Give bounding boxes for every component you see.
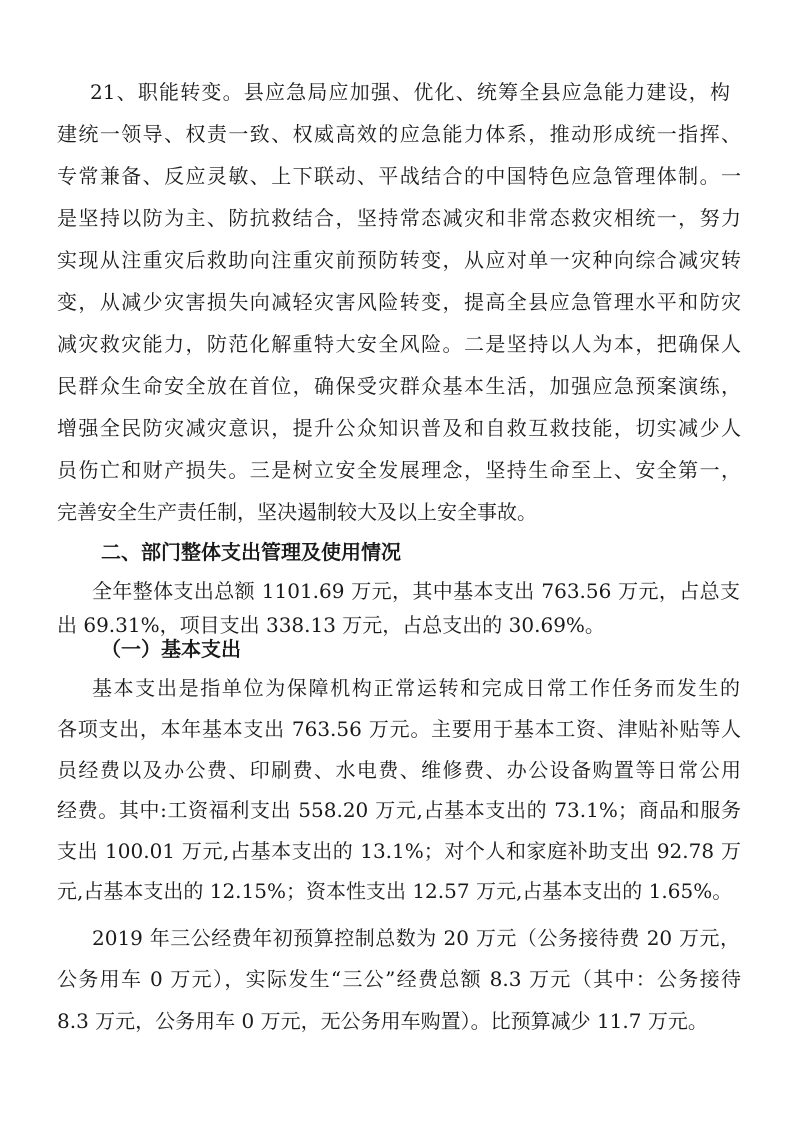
paragraph-1-line-9: 增强全民防灾减灾意识，提升公众知识普及和自救互救技能，切实减少人 <box>57 416 741 440</box>
paragraph-1-line-11: 完善安全生产责任制，坚决遏制较大及以上安全事故。 <box>57 500 537 524</box>
paragraph-3-line-5: 支出 100.01 万元,占基本支出的 13.1%；对个人和家庭补助支出 92.78 万 <box>57 839 741 863</box>
paragraph-2-line-1: 全年整体支出总额 1101.69 万元，其中基本支出 763.56 万元，占总支 <box>92 579 740 603</box>
paragraph-4-line-3: 8.3 万元，公务用车 0 万元，无公务用车购置）。比预算减少 11.7 万元。 <box>57 1009 708 1033</box>
paragraph-3-line-1: 基本支出是指单位为保障机构正常运转和完成日常工作任务而发生的 <box>92 676 740 700</box>
paragraph-1-line-4: 是坚持以防为主、防抗救结合，坚持常态减灾和非常态救灾相统一，努力 <box>57 206 741 230</box>
paragraph-3-line-4: 经费。其中:工资福利支出 558.20 万元,占基本支出的 73.1%；商品和服务 <box>57 798 741 822</box>
paragraph-1-line-1: 21、职能转变。县应急局应加强、优化、统筹全县应急能力建设，构 <box>90 80 730 104</box>
paragraph-1-line-7: 减灾救灾能力，防范化解重特大安全风险。二是坚持以人为本，把确保人 <box>57 332 741 356</box>
paragraph-3-line-6: 元,占基本支出的 12.15%；资本性支出 12.57 万元,占基本支出的 1.65%。 <box>57 879 733 903</box>
paragraph-1-line-6: 变，从减少灾害损失向减轻灾害风险转变，提高全县应急管理水平和防灾 <box>57 290 741 314</box>
paragraph-1-line-5: 实现从注重灾后救助向注重灾前预防转变，从应对单一灾种向综合减灾转 <box>57 248 741 272</box>
paragraph-1-line-10: 员伤亡和财产损失。三是树立安全发展理念，坚持生命至上、安全第一， <box>57 458 741 482</box>
paragraph-2-line-2: 出 69.31%，项目支出 338.13 万元，占总支出的 30.69%。 <box>57 613 605 637</box>
paragraph-1-line-8: 民群众生命安全放在首位，确保受灾群众基本生活，加强应急预案演练， <box>57 374 741 398</box>
paragraph-4-line-2: 公务用车 0 万元），实际发生“三公”经费总额 8.3 万元（其中：公务接待 <box>57 967 741 991</box>
paragraph-1-line-2: 建统一领导、权责一致、权威高效的应急能力体系，推动形成统一指挥、 <box>57 122 741 146</box>
paragraph-3-line-3: 员经费以及办公费、印刷费、水电费、维修费、办公设备购置等日常公用 <box>57 758 741 782</box>
paragraph-1-line-3: 专常兼备、反应灵敏、上下联动、平战结合的中国特色应急管理体制。一 <box>57 164 741 188</box>
paragraph-3-line-2: 各项支出，本年基本支出 763.56 万元。主要用于基本工资、津贴补贴等人 <box>57 717 741 741</box>
section-heading-2: 二、部门整体支出管理及使用情况 <box>101 540 401 564</box>
subsection-heading-1: （一）基本支出 <box>101 637 241 661</box>
paragraph-4-line-1: 2019 年三公经费年初预算控制总数为 20 万元（公务接待费 20 万元， <box>92 926 740 950</box>
